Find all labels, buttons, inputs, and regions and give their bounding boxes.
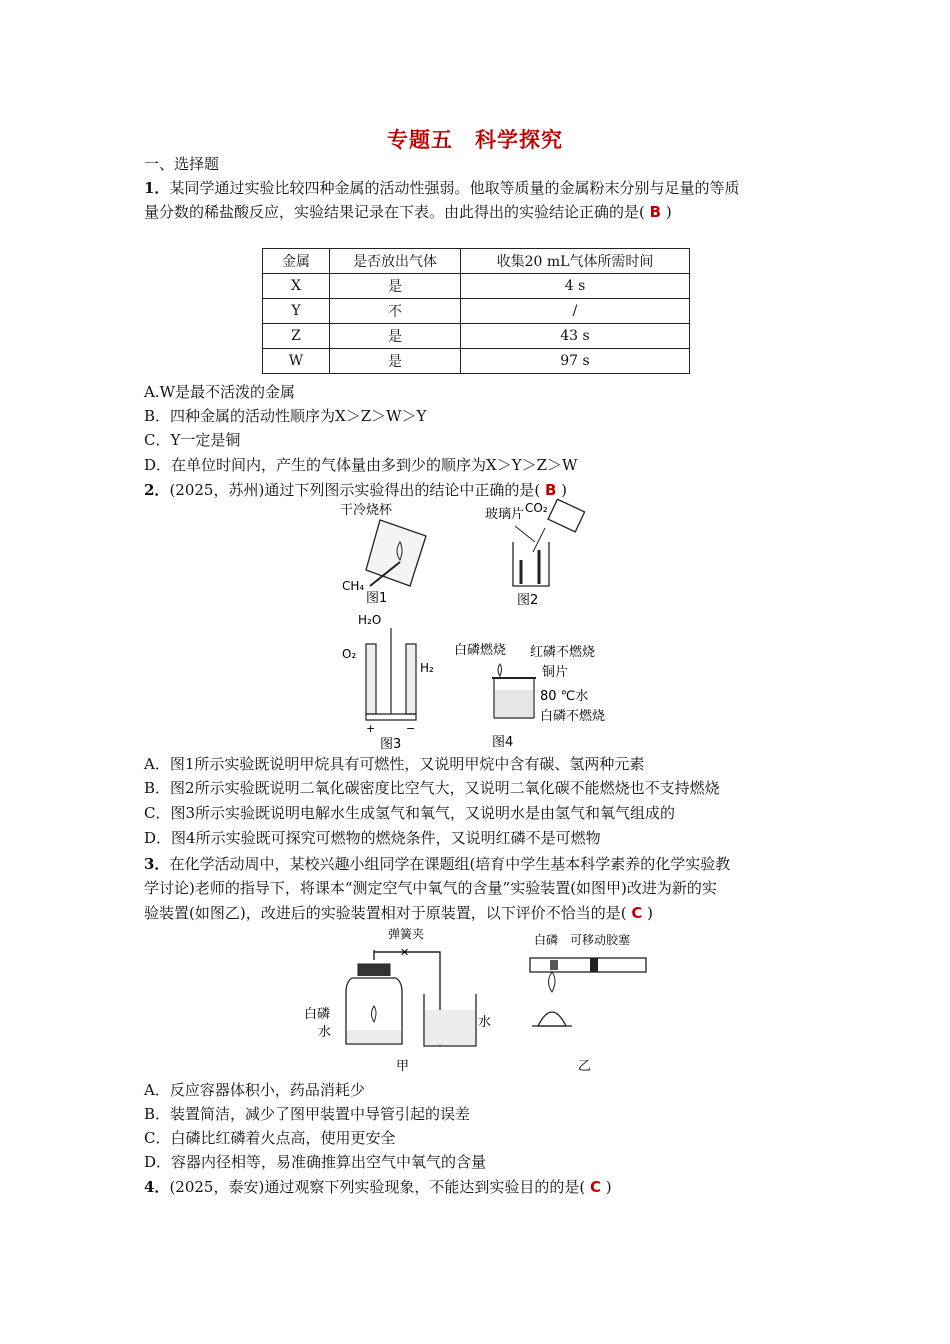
label-phosphorus: 白磷 [304, 1007, 331, 1022]
q3-stem-line1 [144, 854, 730, 874]
table-cell: 是 [330, 324, 461, 349]
figure-yi-apparatus [522, 930, 648, 1074]
flame-icon [372, 1006, 377, 1022]
jia-caption: 甲 [396, 1059, 410, 1074]
q3-number: 3． [144, 855, 170, 873]
flame-icon [549, 972, 556, 992]
table-row [263, 324, 690, 349]
yi-caption: 乙 [578, 1059, 592, 1074]
q1-number: 1． [144, 179, 170, 197]
table-cell: 4 s [461, 274, 690, 299]
label-capsule: 可移动胶塞 [570, 933, 631, 947]
clip-icon: ✕ [400, 946, 410, 959]
fig3-label-h2o: H₂O [358, 613, 382, 627]
fig2-label-gas: CO₂ [525, 501, 548, 515]
fig4-label-white: 白磷燃烧 [454, 643, 507, 658]
q2-option-c: C．图3所示实验既说明电解水生成氢气和氧气，又说明水是由氢气和氧气组成的 [144, 804, 676, 822]
fig4-label-red: 红磷不燃烧 [530, 645, 596, 660]
q3-option-a: A．反应容器体积小，药品消耗少 [144, 1081, 365, 1099]
q2-option-a: A．图1所示实验既说明甲烷具有可燃性，又说明甲烷中含有碳、氢两种元素 [144, 755, 645, 773]
figure-4-combustion [448, 638, 628, 752]
q1-close: ) [665, 203, 672, 221]
beaker-water [425, 1010, 475, 1045]
table-cell: 是 [330, 274, 461, 299]
table-cell: 43 s [461, 324, 690, 349]
table-row [263, 349, 690, 374]
q3-stem-line3 [144, 903, 653, 923]
flame-icon [498, 664, 502, 676]
table-cell: Y [263, 299, 330, 324]
q1-text-line2: 量分数的稀盐酸反应，实验结果记录在下表。由此得出的实验结论正确的是( [144, 203, 645, 221]
q3-answer: C [631, 904, 643, 922]
fig3-caption: 图3 [380, 737, 402, 752]
q3-option-d: D．容器内径相等，易准确推算出空气中氧气的含量 [144, 1153, 487, 1171]
q4-answer: C [589, 1178, 601, 1196]
figure-jia-apparatus [300, 926, 510, 1074]
q1-option-c: C．Y一定是铜 [144, 431, 241, 449]
fig1-caption: 图1 [366, 591, 388, 606]
stopper [358, 964, 390, 976]
hot-water [495, 690, 533, 717]
figure-2-co2 [485, 496, 595, 608]
fig2-caption: 图2 [517, 593, 539, 608]
fig3-label-h2: H₂ [420, 661, 434, 675]
q1-option-a: A.W是最不活泼的金属 [144, 383, 296, 401]
label-clip: 弹簧夹 [388, 927, 425, 941]
q2-close: ) [561, 481, 568, 499]
q4-text: (2025，泰安)通过观察下列实验现象，不能达到实验目的的是( [169, 1178, 586, 1196]
table-cell: W [263, 349, 330, 374]
label-water-right: 水 [478, 1015, 492, 1030]
q1-text-line1: 某同学通过实验比较四种金属的活动性强弱。他取等质量的金属粉末分别与足量的等质 [169, 179, 740, 197]
table-row [263, 299, 690, 324]
alcohol-lamp [538, 1012, 566, 1026]
minus-sign-icon: − [406, 722, 416, 735]
gas-stream [533, 528, 545, 552]
label-yi-phosphorus: 白磷 [534, 933, 559, 947]
figure-1-methane [330, 498, 460, 608]
fig1-label-cup: 干冷烧杯 [340, 503, 393, 518]
table-cell: / [461, 299, 690, 324]
q4-number: 4． [144, 1178, 170, 1196]
section-heading: 一、选择题 [144, 155, 220, 173]
q2-number: 2． [144, 481, 170, 499]
q3-option-b: B．装置简洁，减少了图甲装置中导管引起的误差 [144, 1105, 471, 1123]
q3-stem-line2: 学讨论)老师的指导下，将课本“测定空气中氧气的含量”实验装置(如图甲)改进为新的实 [144, 879, 717, 897]
q1-stem-line1 [144, 178, 739, 198]
label-water-left: 水 [318, 1025, 332, 1040]
fig2-label-glass: 玻璃片 [485, 507, 525, 522]
table-cell: 97 s [461, 349, 690, 374]
fig4-label-water: 80 ℃水 [540, 689, 589, 704]
connector-base [366, 714, 416, 720]
q2-answer: B [544, 481, 557, 499]
gas-jar [548, 499, 584, 532]
q3-close: ) [647, 904, 653, 922]
figure-3-electrolysis [340, 610, 450, 752]
table-header-row [263, 249, 690, 274]
q3-text-line1: 在化学活动周中，某校兴趣小组同学在课题组(培育中学生基本科学素养的化学实验教 [169, 855, 731, 873]
glass-plate-pointer [515, 526, 535, 542]
table-cell: Z [263, 324, 330, 349]
bottle-water [347, 1030, 401, 1043]
plus-sign-icon: + [366, 722, 376, 735]
q4-close: ) [605, 1178, 612, 1196]
fig4-label-white-under: 白磷不燃烧 [540, 709, 606, 724]
fig4-caption: 图4 [492, 735, 514, 750]
table-header: 收集20 mL气体所需时间 [461, 249, 690, 274]
table-cell: X [263, 274, 330, 299]
beaker-shape [366, 520, 426, 586]
phosphorus-sample [550, 960, 558, 970]
movable-stopper [590, 958, 598, 972]
q1-stem-line2 [144, 202, 672, 222]
q4-stem [144, 1177, 612, 1197]
table-cell: 不 [330, 299, 461, 324]
q2-text: (2025，苏州)通过下列图示实验得出的结论中正确的是( [169, 481, 541, 499]
beaker [513, 542, 549, 586]
fig3-label-o2: O₂ [342, 647, 357, 661]
fig4-label-copper: 铜片 [542, 665, 569, 680]
table-cell: 是 [330, 349, 461, 374]
table-row [263, 274, 690, 299]
table-header: 金属 [263, 249, 330, 274]
q2-option-b: B．图2所示实验既说明二氧化碳密度比空气大，又说明二氧化碳不能燃烧也不支持燃烧 [144, 779, 720, 797]
q3-text-line3: 验装置(如图乙)，改进后的实验装置相对于原装置，以下评价不恰当的是( [144, 904, 627, 922]
q3-option-c: C．白磷比红磷着火点高，使用更安全 [144, 1129, 396, 1147]
q1-option-b: B．四种金属的活动性顺序为X＞Z＞W＞Y [144, 407, 427, 425]
left-tube [366, 644, 376, 714]
glass-tube [530, 958, 646, 972]
q1-option-d: D．在单位时间内，产生的气体量由多到少的顺序为X＞Y＞Z＞W [144, 456, 578, 474]
right-tube [406, 644, 416, 714]
page-title: 专题五 科学探究 [387, 128, 563, 152]
fig1-label-gas: CH₄ [342, 579, 365, 593]
q2-option-d: D．图4所示实验既可探究可燃物的燃烧条件，又说明红磷不是可燃物 [144, 829, 601, 847]
q1-answer: B [649, 203, 662, 221]
metal-table [262, 248, 690, 374]
table-header: 是否放出气体 [330, 249, 461, 274]
